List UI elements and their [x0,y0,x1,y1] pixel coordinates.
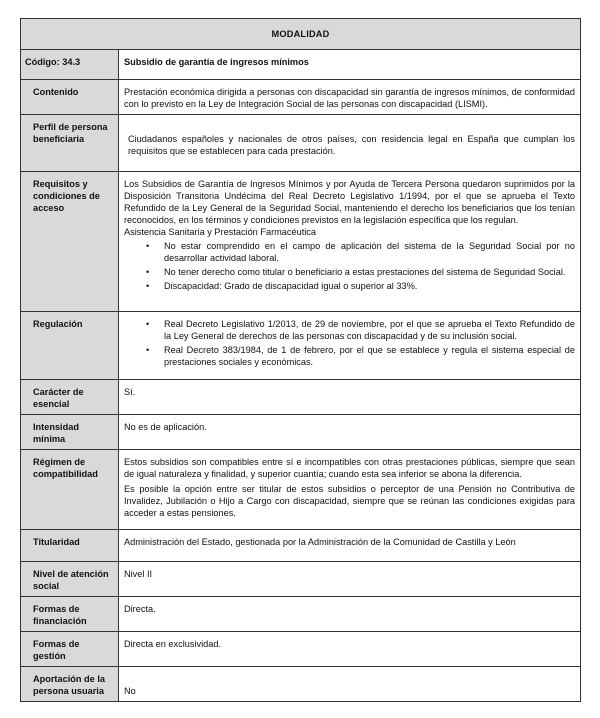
row-perfil [21,115,581,172]
requisitos-subheading: Asistencia Sanitaria y Prestación Farmacéutica [124,227,316,237]
row-aportacion [21,667,581,702]
value-gestion: Directa en exclusividad. [119,632,581,667]
label-perfil: Perfil de persona beneficiaria [21,115,119,172]
row-requisitos [21,172,581,312]
label-nivel: Nivel de atención social [21,562,119,597]
label-contenido: Contenido [21,80,119,115]
table-title: MODALIDAD [21,19,581,50]
regimen-paragraph-1: Estos subsidios son compatibles entre sí e incompatibles con otras prestaciones públicas, siempre que sean de igual naturaleza y finalidad, y superior cuantía; cuando esta sea inferior se abona la diferencia. [124,457,576,479]
value-regulacion [119,312,581,380]
row-regulacion [21,312,581,380]
code-row [21,50,581,80]
regulacion-list [124,318,575,368]
value-intensidad: No es de aplicación. [119,415,581,450]
list-item: • Real Decreto Legislativo 1/2013, de 29 de noviembre, por el que se aprueba el Texto Refundido de la Ley General de derechos de las personas con discapacidad y de su inclusión social. [164,318,575,342]
row-gestion [21,632,581,667]
row-nivel [21,562,581,597]
row-contenido [21,80,581,115]
label-regimen: Régimen de compatibilidad [21,450,119,530]
row-caracter [21,380,581,415]
value-financiacion: Directa. [119,597,581,632]
list-item: • No tener derecho como titular o beneficiario a estas prestaciones del sistema de Seguridad Social. [164,266,575,278]
row-intensidad [21,415,581,450]
value-caracter: Sí. [119,380,581,415]
label-financiacion: Formas de financiación [21,597,119,632]
value-requisitos [119,172,581,312]
requisitos-intro: Los Subsidios de Garantía de Ingresos Mínimos y por Ayuda de Tercera Persona quedaron suprimidos por la Disposición Transitoria Undécima del Real Decreto Legislativo 1/1994, por el que se aprueba el Texto Refundido de la Ley General de la Seguridad Social, manteniendo el derecho los beneficiarios que los tenían reconocidos, en los términos y condiciones previstos en la legislación específica que los regulan. [124,179,576,225]
label-requisitos: Requisitos y condiciones de acceso [21,172,119,312]
regimen-paragraph-2: Es posible la opción entre ser titular de estos subsidios o perceptor de una Pensión no Contributiva de Invalidez, Jubilación o Hijo a Cargo con discapacidad, siempre que se reúnan las condiciones exigidas para acceder a estas pensiones. [124,484,576,518]
row-titularidad [21,530,581,562]
modality-name: Subsidio de garantía de ingresos mínimos [119,50,581,80]
label-titularidad: Titularidad [21,530,119,562]
row-regimen [21,450,581,530]
label-caracter: Carácter de esencial [21,380,119,415]
value-nivel: Nivel II [119,562,581,597]
label-intensidad: Intensidad mínima [21,415,119,450]
value-regimen [119,450,581,530]
modality-sheet [20,18,580,702]
label-aportacion: Aportación de la persona usuaria [21,667,119,702]
list-item: • Real Decreto 383/1984, de 1 de febrero, por el que se establece y regula el sistema especial de prestaciones sociales y económicas. [164,344,575,368]
perfil-text: Ciudadanos españoles y nacionales de otros países, con residencia legal en España que cumplan los requisitos que se establecen para cada prestación. [128,134,576,156]
modality-table [20,18,581,702]
list-item: • No estar comprendido en el campo de aplicación del sistema de la Seguridad Social por no desarrollar actividad laboral. [164,240,575,264]
value-perfil [119,115,581,172]
value-contenido: Prestación económica dirigida a personas con discapacidad sin garantía de ingresos mínimos, de conformidad con lo previsto en la Ley de Integración Social de las personas con discapacidad (LISMI). [119,80,581,115]
label-regulacion: Regulación [21,312,119,380]
label-gestion: Formas de gestión [21,632,119,667]
value-titularidad: Administración del Estado, gestionada por la Administración de la Comunidad de Castilla y León [119,530,581,562]
list-item: • Discapacidad: Grado de discapacidad igual o superior al 33%. [164,280,575,292]
header-row [21,19,581,50]
code-label: Código: 34.3 [21,50,119,80]
row-financiacion [21,597,581,632]
value-aportacion: No [119,667,581,702]
requisitos-list [124,240,575,292]
